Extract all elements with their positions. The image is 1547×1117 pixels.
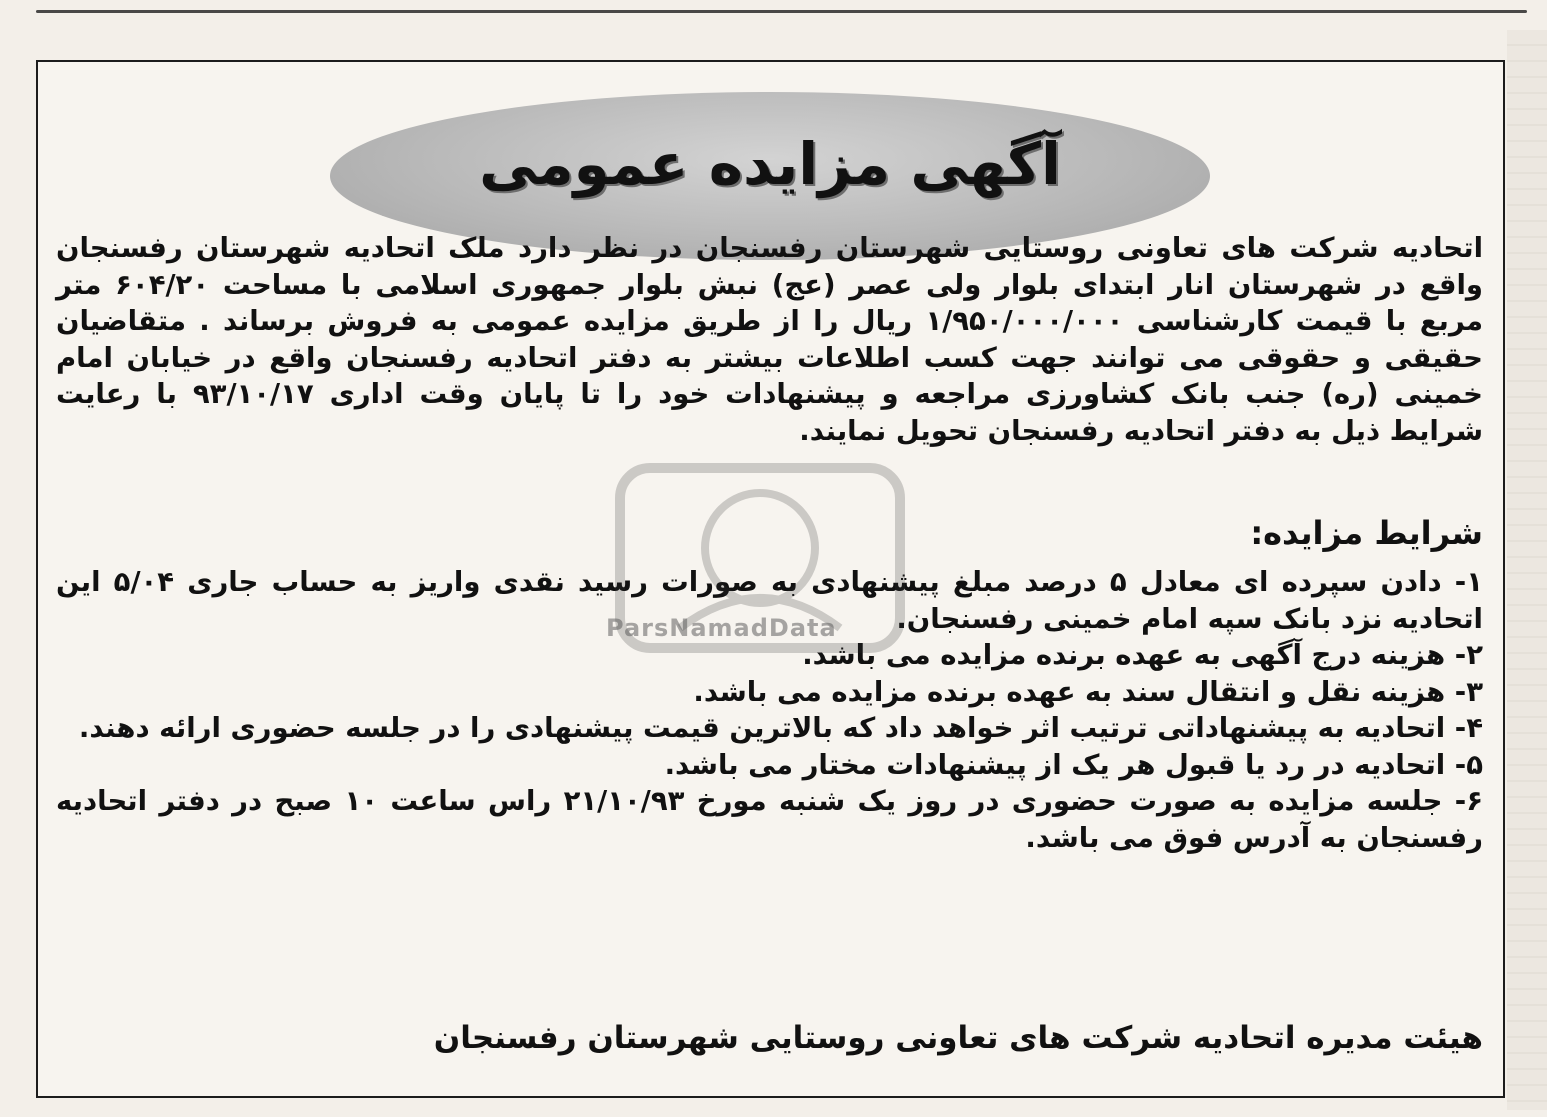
adjacent-column-bleed [1507, 30, 1547, 1110]
condition-item: ۱- دادن سپرده ای معادل ۵ درصد مبلغ پیشنهادی به صورات رسید نقدی واریز به حساب جاری ۵/۰۴ این اتحادیه نزد بانک سپه امام خمینی رفسنجان. [56, 566, 1484, 635]
page-edge-rule [36, 10, 1527, 13]
condition-item: ۵- اتحادیه در رد یا قبول هر یک از پیشنهادات مختار می باشد. [664, 748, 1483, 781]
auction-notice-box [36, 60, 1505, 1098]
condition-item: ۴- اتحادیه به پیشنهاداتی ترتیب اثر خواهد داد که بالاترین قیمت پیشنهادی را در جلسه حضوری ارائه دهند. [78, 712, 1483, 744]
watermark-text: ParsNamadData [606, 614, 837, 642]
condition-item: ۳- هزینه نقل و انتقال سند به عهده برنده مزایده می باشد. [693, 675, 1483, 708]
notice-paragraph: اتحادیه شرکت های تعاونی روستایی شهرستان رفسنجان در نظر دارد ملک اتحادیه شهرستان رفسنجان واقع در شهرستان انار ابتدای بلوار ولی عصر (عج) نبش بلوار جمهوری اسلامی با مساحت ۶۰۴/۲۰ متر مربع با قیمت کارشناسی ۱/۹۵۰/۰۰۰/۰۰۰ ریال را از طریق مزایده عمومی به فروش برساند . متقاضیان حقیقی و حقوقی می توانند جهت کسب اطلاعات بیشتر به دفتر اتحادیه رفسنجان واقع در خیابان امام خمینی (ره) جنب بانک کشاورزی مراجعه و پیشنهادات خود را تا پایان وقت اداری ۹۳/۱۰/۱۷ با رعایت شرایط ذیل به دفتر اتحادیه رفسنجان تحویل نمایند. [56, 232, 1483, 447]
signature-line: هیئت مدیره اتحادیه شرکت های تعاونی روستایی شهرستان رفسنجان [433, 1020, 1483, 1056]
condition-item: ۲- هزینه درج آگهی به عهده برنده مزایده می باشد. [802, 639, 1483, 671]
notice-body [56, 230, 1483, 449]
condition-item: ۶- جلسه مزایده به صورت حضوری در روز یک شنبه مورخ ۲۱/۱۰/۹۳ راس ساعت ۱۰ صبح در دفتر اتحادیه رفسنجان به آدرس فوق می باشد. [56, 785, 1483, 854]
notice-title: آگهی مزایده عمومی [479, 130, 1061, 198]
conditions-heading: شرایط مزایده: [1250, 514, 1483, 552]
conditions-list [56, 564, 1483, 856]
